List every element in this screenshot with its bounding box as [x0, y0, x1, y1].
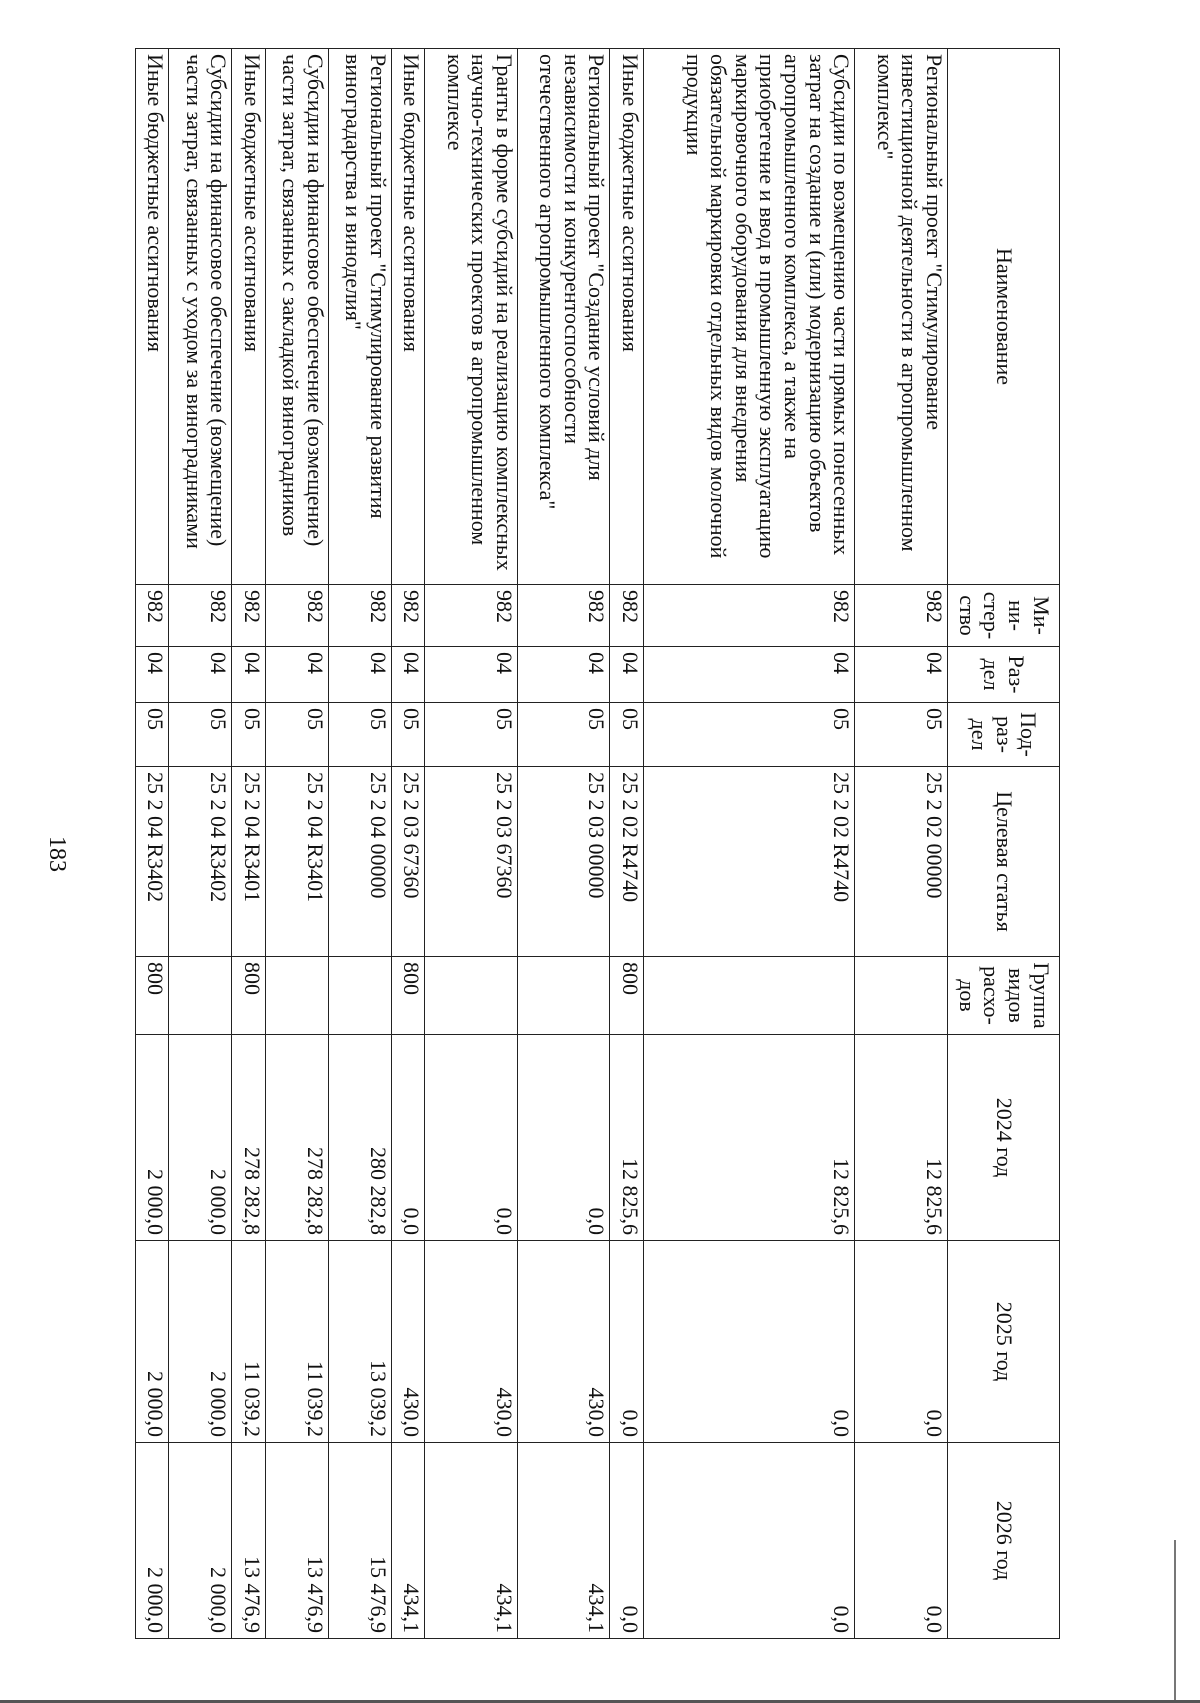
row-2025: 2 000,0	[169, 1241, 232, 1443]
table-row	[232, 49, 265, 1639]
row-2025: 0,0	[610, 1241, 643, 1443]
row-2024: 280 282,8	[328, 1035, 391, 1241]
row-section: 04	[517, 647, 610, 703]
row-target: 25 2 04 R3402	[136, 767, 169, 957]
row-2025: 430,0	[425, 1241, 518, 1443]
row-ministry: 982	[169, 585, 232, 647]
header-target: Целевая статья	[948, 767, 1060, 957]
header-row	[948, 49, 1060, 1639]
row-ministry: 982	[136, 585, 169, 647]
row-2026: 434,1	[517, 1443, 610, 1639]
row-2025: 430,0	[517, 1241, 610, 1443]
row-target: 25 2 04 00000	[328, 767, 391, 957]
row-2026: 13 476,9	[232, 1443, 265, 1639]
header-subsection: Под-раз-дел	[948, 703, 1060, 767]
row-section: 04	[391, 647, 424, 703]
row-section: 04	[232, 647, 265, 703]
header-ministry: Ми-ни-стер-ство	[948, 585, 1060, 647]
row-section: 04	[610, 647, 643, 703]
row-section: 04	[425, 647, 518, 703]
row-ministry: 982	[643, 585, 855, 647]
row-2025: 11 039,2	[265, 1241, 328, 1443]
row-name: Субсидии на финансовое обеспечение (возмещение) части затрат, связанных с закладкой виноградников	[265, 49, 328, 585]
header-2026: 2026 год	[948, 1443, 1060, 1639]
row-subsection: 05	[643, 703, 855, 767]
table-row	[425, 49, 518, 1639]
rotated-table-container	[135, 48, 1060, 1638]
row-2025: 11 039,2	[232, 1241, 265, 1443]
table-row	[169, 49, 232, 1639]
row-section: 04	[643, 647, 855, 703]
row-section: 04	[265, 647, 328, 703]
table-row	[517, 49, 610, 1639]
row-subsection: 05	[855, 703, 948, 767]
table-row	[855, 49, 948, 1639]
row-ministry: 982	[855, 585, 948, 647]
row-target: 25 2 03 67360	[391, 767, 424, 957]
header-2025: 2025 год	[948, 1241, 1060, 1443]
row-target: 25 2 02 R4740	[610, 767, 643, 957]
row-2024: 278 282,8	[232, 1035, 265, 1241]
row-subsection: 05	[136, 703, 169, 767]
header-name: Наименование	[948, 49, 1060, 585]
row-2026: 0,0	[643, 1443, 855, 1639]
row-ministry: 982	[391, 585, 424, 647]
row-2024: 12 825,6	[643, 1035, 855, 1241]
row-group: 800	[232, 957, 265, 1035]
header-2024: 2024 год	[948, 1035, 1060, 1241]
row-2025: 0,0	[643, 1241, 855, 1443]
row-2025: 2 000,0	[136, 1241, 169, 1443]
row-name: Субсидии на финансовое обеспечение (возмещение) части затрат, связанных с уходом за виноградниками	[169, 49, 232, 585]
row-target: 25 2 03 67360	[425, 767, 518, 957]
header-group: Группа видов расхо-дов	[948, 957, 1060, 1035]
row-2024: 0,0	[391, 1035, 424, 1241]
row-group	[169, 957, 232, 1035]
row-name: Гранты в форме субсидий на реализацию комплексных научно-технических проектов в агропромышленном комплексе	[425, 49, 518, 585]
row-2024: 0,0	[517, 1035, 610, 1241]
row-2026: 0,0	[855, 1443, 948, 1639]
table-row	[643, 49, 855, 1639]
page-right-edge	[1174, 1540, 1176, 1700]
row-subsection: 05	[425, 703, 518, 767]
row-subsection: 05	[328, 703, 391, 767]
row-group	[643, 957, 855, 1035]
row-target: 25 2 04 R3402	[169, 767, 232, 957]
table-row	[136, 49, 169, 1639]
row-name: Иные бюджетные ассигнования	[391, 49, 424, 585]
row-2024: 12 825,6	[855, 1035, 948, 1241]
row-section: 04	[328, 647, 391, 703]
row-ministry: 982	[328, 585, 391, 647]
row-target: 25 2 04 R3401	[232, 767, 265, 957]
row-target: 25 2 04 R3401	[265, 767, 328, 957]
row-name: Региональный проект "Создание условий для независимости и конкурентоспособности отечественного агропромышленного комплекса"	[517, 49, 610, 585]
row-name: Иные бюджетные ассигнования	[136, 49, 169, 585]
row-2024: 2 000,0	[136, 1035, 169, 1241]
row-group	[328, 957, 391, 1035]
row-group	[425, 957, 518, 1035]
row-group: 800	[136, 957, 169, 1035]
row-name: Иные бюджетные ассигнования	[232, 49, 265, 585]
row-name: Иные бюджетные ассигнования	[610, 49, 643, 585]
row-2024: 278 282,8	[265, 1035, 328, 1241]
table-row	[265, 49, 328, 1639]
row-2026: 434,1	[425, 1443, 518, 1639]
row-2026: 0,0	[610, 1443, 643, 1639]
row-2025: 0,0	[855, 1241, 948, 1443]
row-section: 04	[855, 647, 948, 703]
row-2026: 2 000,0	[169, 1443, 232, 1639]
row-ministry: 982	[517, 585, 610, 647]
row-subsection: 05	[517, 703, 610, 767]
row-group	[855, 957, 948, 1035]
row-2026: 2 000,0	[136, 1443, 169, 1639]
budget-table	[135, 48, 1060, 1639]
row-group	[517, 957, 610, 1035]
row-2024: 2 000,0	[169, 1035, 232, 1241]
row-target: 25 2 02 00000	[855, 767, 948, 957]
row-group	[265, 957, 328, 1035]
table-row	[328, 49, 391, 1639]
row-target: 25 2 02 R4740	[643, 767, 855, 957]
row-ministry: 982	[265, 585, 328, 647]
row-section: 04	[136, 647, 169, 703]
row-2024: 12 825,6	[610, 1035, 643, 1241]
row-subsection: 05	[169, 703, 232, 767]
row-name: Региональный проект "Стимулирование развития виноградарства и виноделия"	[328, 49, 391, 585]
row-2024: 0,0	[425, 1035, 518, 1241]
row-subsection: 05	[265, 703, 328, 767]
row-ministry: 982	[232, 585, 265, 647]
row-subsection: 05	[391, 703, 424, 767]
row-2026: 13 476,9	[265, 1443, 328, 1639]
table-row	[391, 49, 424, 1639]
row-target: 25 2 03 00000	[517, 767, 610, 957]
table-row	[610, 49, 643, 1639]
page-number: 183	[44, 836, 70, 872]
row-name: Субсидии по возмещению части прямых понесенных затрат на создание и (или) модернизацию объектов агропромышленного комплекса, а также на приобретение и ввод в промышленную эксплуатацию маркировочного оборудования для внедрения обязательной маркировки отдельных видов молочной продукции	[643, 49, 855, 585]
row-subsection: 05	[610, 703, 643, 767]
row-2025: 13 039,2	[328, 1241, 391, 1443]
row-2025: 430,0	[391, 1241, 424, 1443]
row-subsection: 05	[232, 703, 265, 767]
row-2026: 15 476,9	[328, 1443, 391, 1639]
row-group: 800	[391, 957, 424, 1035]
row-name: Региональный проект "Стимулирование инвестиционной деятельности в агропромышленном комплексе"	[855, 49, 948, 585]
row-ministry: 982	[610, 585, 643, 647]
row-2026: 434,1	[391, 1443, 424, 1639]
header-section: Раз-дел	[948, 647, 1060, 703]
row-section: 04	[169, 647, 232, 703]
row-ministry: 982	[425, 585, 518, 647]
row-group: 800	[610, 957, 643, 1035]
